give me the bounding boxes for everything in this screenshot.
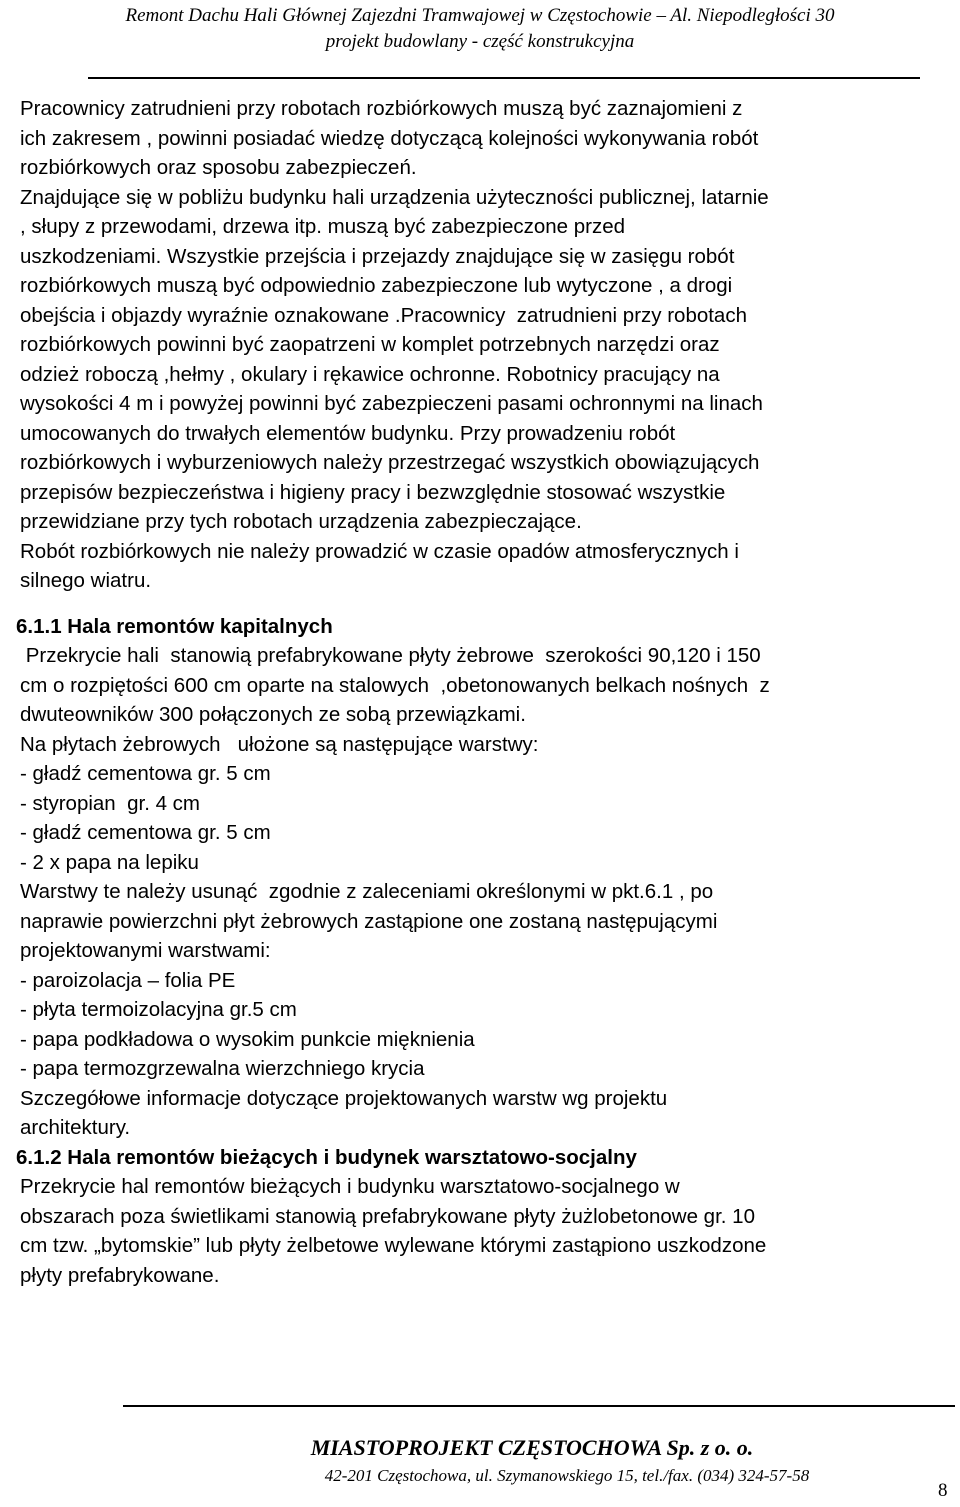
document-body [16,94,950,1290]
text-line: Pracownicy zatrudnieni przy robotach rozbiórkowych muszą być zaznajomieni z [20,97,743,120]
text-line: cm tzw. „bytomskie” lub płyty żelbetowe wylewane którymi zastąpiono uszkodzone [20,1234,767,1257]
text-line: przepisów bezpieczeństwa i higieny pracy i bezwzględnie stosować wszystkie [20,480,726,504]
text-line: obejścia i objazdy wyraźnie oznakowane .Pracownicy zatrudnieni przy robotach [20,303,747,327]
text-line: rozbiórkowych i wyburzeniowych należy przestrzegać wszystkich obowiązujących [20,451,760,474]
section-hala-remontow-kapitalnych [16,612,950,642]
section-hala-remontow-biezacych [16,1143,950,1173]
list-item: - płyta termoizolacyjna gr.5 cm [20,998,297,1021]
text-line: rozbiórkowych muszą być odpowiednio zabezpieczone lub wytyczone , a drogi [20,274,733,297]
text-line: dwuteowników 300 połączonych ze sobą przewiązkami. [20,703,526,726]
header-project-subtitle: projekt budowlany - część konstrukcyjna [325,31,635,52]
text-line: rozbiórkowych oraz sposobu zabezpieczeń. [20,156,417,179]
text-line: Na płytach żebrowych ułożone są następujące warstwy: [20,732,539,756]
text-line: Szczegółowe informacje dotyczące projektowanych warstw wg projektu [20,1086,668,1110]
header-project-title: Remont Dachu Hali Głównej Zajezdni Tramwajowej w Częstochowie – Al. Niepodległości 30 [125,5,835,26]
text-line: cm o rozpiętości 600 cm oparte na stalowych ,obetonowanych belkach nośnych z [20,673,770,697]
text-line: Znajdujące się w pobliżu budynku hali urządzenia użyteczności publicznej, latarnie [20,185,769,209]
text-line: wysokości 4 m i powyżej powinni być zabezpieczeni pasami ochronnymi na linach [20,392,763,415]
footer-rule [123,1405,955,1407]
text-line: uszkodzeniami. Wszystkie przejścia i przejazdy znajdujące się w zasięgu robót [20,244,735,268]
list-item: - styropian gr. 4 cm [20,791,201,815]
paragraph-spacer [20,596,950,612]
text-line: Przekrycie hali stanowią prefabrykowane płyty żebrowe szerokości 90,120 i 150 [20,644,761,667]
section-2-content [20,1172,950,1290]
text-line: Przekrycie hal remontów bieżących i budynku warsztatowo-socjalnego w [20,1175,680,1198]
header-rule [88,77,920,79]
footer-address: 42-201 Częstochowa, ul. Szymanowskiego 15, tel./fax. (034) 324-57-58 [324,1466,810,1485]
list-item: - gładź cementowa gr. 5 cm [20,821,271,844]
text-line: obszarach poza świetlikami stanowią prefabrykowane płyty żużlobetonowe gr. 10 [20,1204,755,1228]
text-line: naprawie powierzchni płyt żebrowych zastąpione one zostaną następującymi [20,909,718,933]
text-line: Robót rozbiórkowych nie należy prowadzić w czasie opadów atmosferycznych i [20,539,739,563]
list-item: - 2 x papa na lepiku [20,850,199,874]
text-line: rozbiórkowych powinni być zaopatrzeni w komplet potrzebnych narzędzi oraz [20,333,720,356]
list-item: - papa podkładowa o wysokim punkcie mięknienia [20,1027,475,1051]
text-line: odzież roboczą ,hełmy , okulary i rękawice ochronne. Robotnicy pracujący na [20,362,720,386]
paragraph-demolition-safety [20,94,950,596]
section-heading: 6.1.1 Hala remontów kapitalnych [16,614,333,638]
page-number: 8 [938,1480,948,1501]
list-item: - paroizolacja – folia PE [20,968,236,992]
section-heading: 6.1.2 Hala remontów bieżących i budynek warsztatowo-socjalny [16,1145,637,1169]
text-line: umocowanych do trwałych elementów budynku. Przy prowadzeniu robót [20,421,676,445]
text-line: silnego wiatru. [20,569,152,592]
list-item: - gładź cementowa gr. 5 cm [20,762,271,785]
text-line: płyty prefabrykowane. [20,1263,220,1287]
text-line: Warstwy te należy usunąć zgodnie z zaleceniami określonymi w pkt.6.1 , po [20,880,714,903]
footer-company-name: MIASTOPROJEKT CZĘSTOCHOWA Sp. z o. o. [310,1435,754,1460]
text-line: przewidziane przy tych robotach urządzenia zabezpieczające. [20,510,582,533]
text-line: , słupy z przewodami, drzewa itp. muszą być zabezpieczone przed [20,215,626,238]
section-1-content [20,641,950,1143]
list-item: - papa termozgrzewalna wierzchniego krycia [20,1057,425,1080]
text-line: ich zakresem , powinni posiadać wiedzę dotyczącą kolejności wykonywania robót [20,126,759,150]
text-line: architektury. [20,1116,131,1139]
text-line: projektowanymi warstwami: [20,939,271,962]
